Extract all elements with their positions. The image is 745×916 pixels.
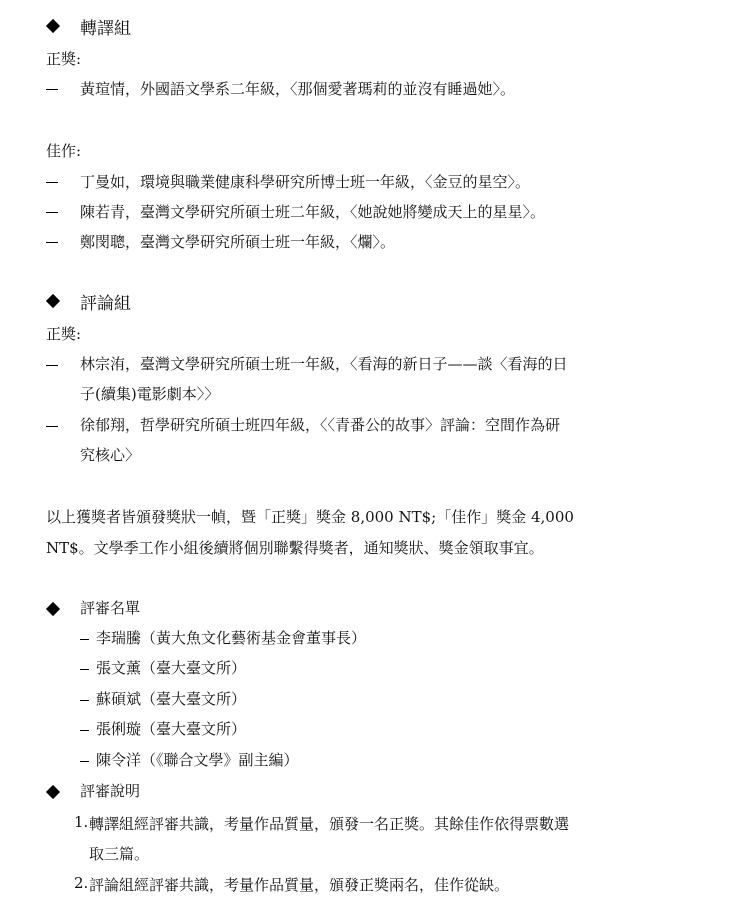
- explanation-item: 評論組經評審共識，考量作品質量，頒發正獎兩名，佳作從缺。: [89, 876, 510, 894]
- list-item: 丁曼如，環境與職業健康科學研究所博士班一年級，〈金豆的星空〉。: [80, 173, 531, 191]
- list-dash: [46, 365, 58, 366]
- list-dash: [80, 761, 89, 762]
- item-number: 2.: [74, 874, 89, 892]
- honorable-label: 佳作:: [46, 142, 82, 160]
- list-item: 林宗洧，臺灣文學研究所碩士班一年級，〈看海的新日子——談〈看海的日: [80, 355, 568, 373]
- explanation-item-continuation: 取三篇。: [89, 845, 150, 863]
- judge-item: 張文薰（臺大臺文所）: [96, 659, 247, 677]
- list-dash: [46, 182, 58, 183]
- list-dash: [46, 89, 58, 90]
- list-dash: [80, 639, 89, 640]
- list-dash: [80, 669, 89, 670]
- judge-item: 蘇碩斌（臺大臺文所）: [96, 690, 247, 708]
- criticism-heading: 評論組: [80, 294, 131, 314]
- judge-item: 李瑞騰（黃大魚文化藝術基金會董事長）: [96, 629, 367, 647]
- award-note-line: 以上獲獎者皆頒發獎狀一幀，暨「正獎」獎金 8,000 NT$;「佳作」獎金 4,000: [46, 508, 574, 526]
- list-item: 黃瑄情，外國語文學系二年級，〈那個愛著瑪莉的並沒有睡過她〉。: [80, 80, 516, 98]
- judge-item: 張俐璇（臺大臺文所）: [96, 720, 247, 738]
- list-item-continuation: 子(續集)電影劇本〉〉: [80, 385, 220, 403]
- explanation-item: 轉譯組經評審共識，考量作品質量，頒發一名正獎。其餘佳作依得票數選: [89, 815, 570, 833]
- first-prize-label: 正獎:: [46, 325, 82, 343]
- list-dash: [46, 426, 58, 427]
- judge-item: 陳令洋（《聯合文學》副主編）: [96, 751, 299, 769]
- judges-heading: 評審名單: [80, 599, 141, 617]
- bullet-diamond-icon: [46, 602, 60, 616]
- first-prize-label: 正獎:: [46, 50, 82, 68]
- translation-heading: 轉譯組: [80, 19, 131, 39]
- list-dash: [46, 242, 58, 243]
- bullet-diamond-icon: [46, 294, 60, 308]
- list-dash: [46, 212, 58, 213]
- list-dash: [80, 700, 89, 701]
- list-item-continuation: 究核心〉: [80, 446, 141, 464]
- item-number: 1.: [74, 813, 89, 831]
- list-item: 陳若青，臺灣文學研究所碩士班二年級，〈她說她將變成天上的星星〉。: [80, 203, 546, 221]
- bullet-diamond-icon: [46, 785, 60, 799]
- list-item: 鄭閔聰，臺灣文學研究所碩士班一年級，〈爛〉。: [80, 233, 396, 251]
- award-note-line: NT$。文學季工作小組後續將個別聯繫得獎者，通知獎狀、獎金領取事宜。: [46, 539, 544, 557]
- list-dash: [80, 730, 89, 731]
- explanation-heading: 評審說明: [80, 782, 141, 800]
- bullet-diamond-icon: [46, 19, 60, 33]
- list-item: 徐郁翔，哲學研究所碩士班四年級，〈〈青番公的故事〉評論：空間作為研: [80, 416, 561, 434]
